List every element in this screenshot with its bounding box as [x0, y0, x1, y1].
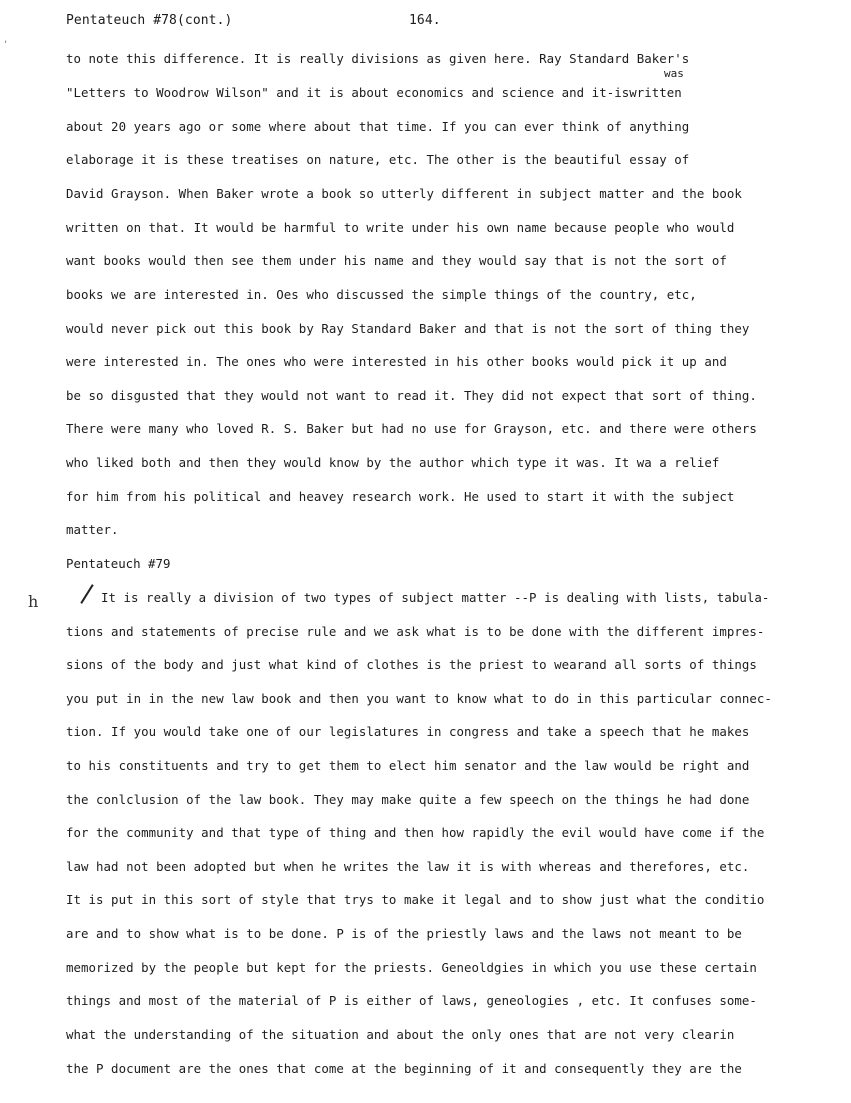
- text-line: about 20 years ago or some where about that time. If you can ever think of anything: [66, 119, 690, 134]
- text-line: There were many who loved R. S. Baker but had no use for Grayson, etc. and there were others: [66, 421, 757, 436]
- text-line: to his constituents and try to get them to elect him senator and the law would be right and: [66, 758, 750, 773]
- text-line: matter.: [66, 522, 119, 537]
- text-line: elaborage it is these treatises on nature, etc. The other is the beautiful essay of: [66, 152, 690, 167]
- text-line: David Grayson. When Baker wrote a book so utterly different in subject matter and the book: [66, 186, 742, 201]
- text-line: written on that. It would be harmful to write under his own name because people who would: [66, 220, 735, 235]
- text-line: memorized by the people but kept for the priests. Geneoldgies in which you use these certain: [66, 960, 757, 975]
- section-heading-79: Pentateuch #79: [66, 556, 171, 571]
- text-line: were interested in. The ones who were interested in his other books would pick it up and: [66, 354, 727, 369]
- text-line: It is really a division of two types of subject matter --P is dealing with lists, tabula-: [101, 590, 770, 605]
- page-number: 164.: [409, 13, 441, 28]
- text-line: the P document are the ones that come at the beginning of it and consequently they are the: [66, 1061, 742, 1076]
- text-line: for him from his political and heavey research work. He used to start it with the subject: [66, 489, 735, 504]
- text-line: law had not been adopted but when he writes the law it is with whereas and therefores, etc.: [66, 859, 750, 874]
- text-line: the conlclusion of the law book. They may make quite a few speech on the things he had done: [66, 792, 750, 807]
- interlinear-insertion: was: [664, 67, 684, 80]
- text-line: who liked both and then they would know by the author which type it was. It wa a relief: [66, 455, 720, 470]
- text-line: would never pick out this book by Ray Standard Baker and that is not the sort of thing they: [66, 321, 750, 336]
- text-line: you put in in the new law book and then you want to know what to do in this particular connec-: [66, 691, 772, 706]
- text-line: for the community and that type of thing and then how rapidly the evil would have come if the: [66, 825, 765, 840]
- text-line: are and to show what is to be done. P is of the priestly laws and the laws not meant to be: [66, 926, 742, 941]
- text-line: sions of the body and just what kind of clothes is the priest to wearand all sorts of things: [66, 657, 757, 672]
- text-line: what the understanding of the situation and about the only ones that are not very clearin: [66, 1027, 735, 1042]
- margin-speck: ': [3, 40, 9, 50]
- text-line: books we are interested in. Oes who discussed the simple things of the country, etc,: [66, 287, 697, 302]
- text-line: tions and statements of precise rule and we ask what is to be done with the different impres-: [66, 624, 765, 639]
- text-line: be so disgusted that they would not want to read it. They did not expect that sort of thing.: [66, 388, 757, 403]
- header-title: Pentateuch #78(cont.): [66, 13, 233, 28]
- text-line: "Letters to Woodrow Wilson" and it is about economics and science and it-iswritten: [66, 85, 682, 100]
- text-line: to note this difference. It is really divisions as given here. Ray Standard Baker's: [66, 51, 690, 66]
- text-line: want books would then see them under his name and they would say that is not the sort of: [66, 253, 727, 268]
- handwritten-margin-mark: h: [28, 592, 39, 611]
- handwritten-slash-mark: [80, 584, 93, 604]
- text-line: things and most of the material of P is either of laws, geneologies , etc. It confuses some-: [66, 993, 757, 1008]
- text-line: tion. If you would take one of our legislatures in congress and take a speech that he makes: [66, 724, 750, 739]
- text-line: It is put in this sort of style that trys to make it legal and to show just what the conditio: [66, 892, 765, 907]
